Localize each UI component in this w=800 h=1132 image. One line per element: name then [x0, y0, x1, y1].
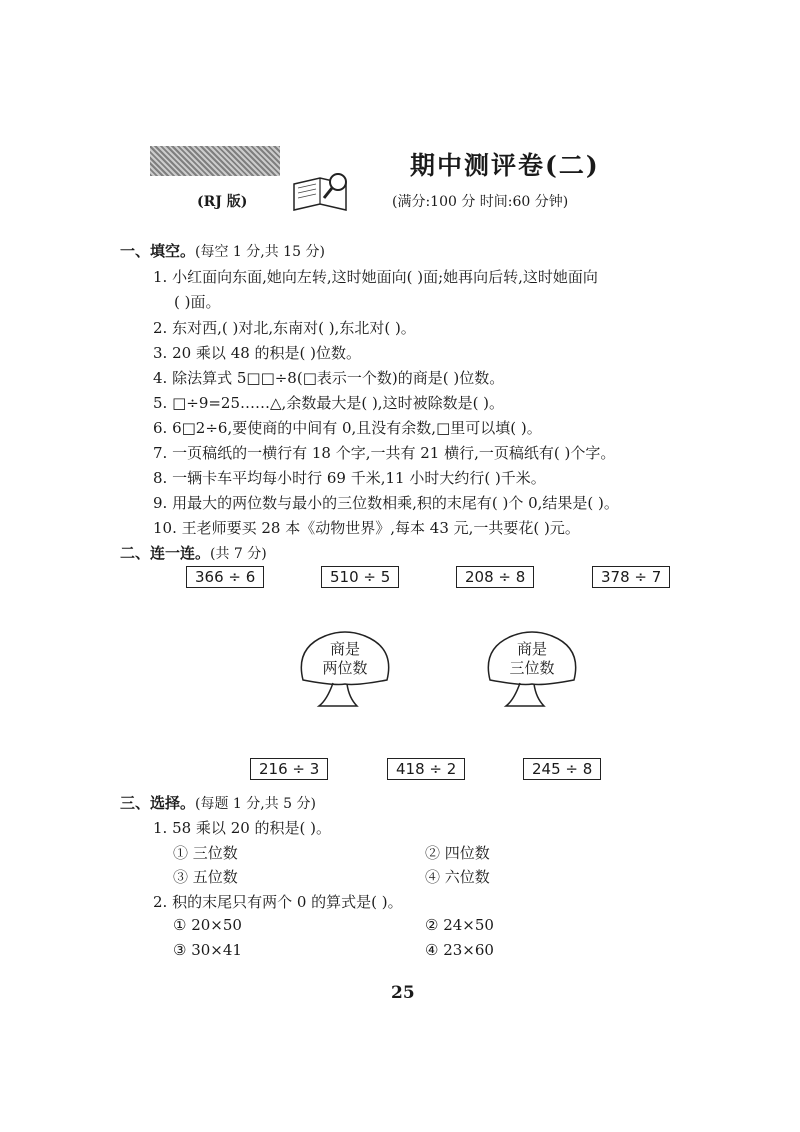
book-magnifier-icon — [290, 172, 360, 214]
expression-box: 216 ÷ 3 — [250, 758, 328, 780]
expression-box: 510 ÷ 5 — [321, 566, 399, 588]
expression-box: 378 ÷ 7 — [592, 566, 670, 588]
section-3-heading — [120, 792, 316, 813]
expression-box: 208 ÷ 8 — [456, 566, 534, 588]
expression-box: 366 ÷ 6 — [186, 566, 264, 588]
edition-label: (RJ 版) — [197, 194, 248, 210]
section-2-heading — [120, 542, 267, 563]
score-time-info: (满分:100 分 时间:60 分钟) — [392, 194, 569, 210]
option: ③ 30×41 — [173, 941, 242, 959]
fill-question: 5. □÷9=25……△,余数最大是( ),这时被除数是( )。 — [153, 394, 505, 412]
section-3-note: (每题 1 分,共 5 分) — [195, 796, 317, 812]
option: ② 24×50 — [425, 916, 494, 934]
expression-box: 418 ÷ 2 — [387, 758, 465, 780]
fill-question: 6. 6□2÷6,要使商的中间有 0,且没有余数,□里可以填( )。 — [153, 419, 542, 437]
fill-question: 9. 用最大的两位数与最小的三位数相乘,积的末尾有( )个 0,结果是( )。 — [153, 494, 619, 512]
section-2-note: (共 7 分) — [210, 546, 267, 562]
mushroom-label-three-digit — [497, 640, 567, 678]
page-number: 25 — [391, 983, 415, 1003]
page-title: 期中测评卷(二) — [410, 151, 600, 180]
expression-box: 245 ÷ 8 — [523, 758, 601, 780]
fill-question: 8. 一辆卡车平均每小时行 69 千米,11 小时大约行( )千米。 — [153, 469, 546, 487]
mushroom-line: 三位数 — [509, 659, 555, 677]
section-1-heading — [120, 240, 325, 261]
header-banner-image — [150, 146, 280, 176]
fill-question: 1. 小红面向东面,她向左转,这时她面向( )面;她再向后转,这时她面向 — [153, 268, 598, 286]
section-1-title: 一、填空。 — [120, 242, 196, 260]
fill-question: 2. 东对西,( )对北,东南对( ),东北对( )。 — [153, 319, 416, 337]
section-2-title: 二、连一连。 — [120, 544, 211, 562]
option: ① 三位数 — [173, 844, 238, 862]
fill-question: 3. 20 乘以 48 的积是( )位数。 — [153, 344, 362, 362]
mushroom-line: 两位数 — [322, 659, 368, 677]
option: ④ 六位数 — [425, 868, 490, 886]
mushroom-line: 商是 — [329, 640, 360, 658]
choice-question-2: 2. 积的末尾只有两个 0 的算式是( )。 — [153, 893, 403, 911]
section-3-title: 三、选择。 — [120, 794, 196, 812]
mushroom-line: 商是 — [516, 640, 547, 658]
option: ① 20×50 — [173, 916, 242, 934]
fill-question: 7. 一页稿纸的一横行有 18 个字,一共有 21 横行,一页稿纸有( )个字。 — [153, 444, 616, 462]
mushroom-label-two-digit — [310, 640, 380, 678]
fill-question: 4. 除法算式 5□□÷8(□表示一个数)的商是( )位数。 — [153, 369, 505, 387]
choice-question-1: 1. 58 乘以 20 的积是( )。 — [153, 819, 332, 837]
option: ④ 23×60 — [425, 941, 494, 959]
option: ② 四位数 — [425, 844, 490, 862]
option: ③ 五位数 — [173, 868, 238, 886]
fill-question: ( )面。 — [174, 293, 221, 311]
fill-question: 10. 王老师要买 28 本《动物世界》,每本 43 元,一共要花( )元。 — [153, 519, 580, 537]
section-1-note: (每空 1 分,共 15 分) — [195, 244, 325, 260]
